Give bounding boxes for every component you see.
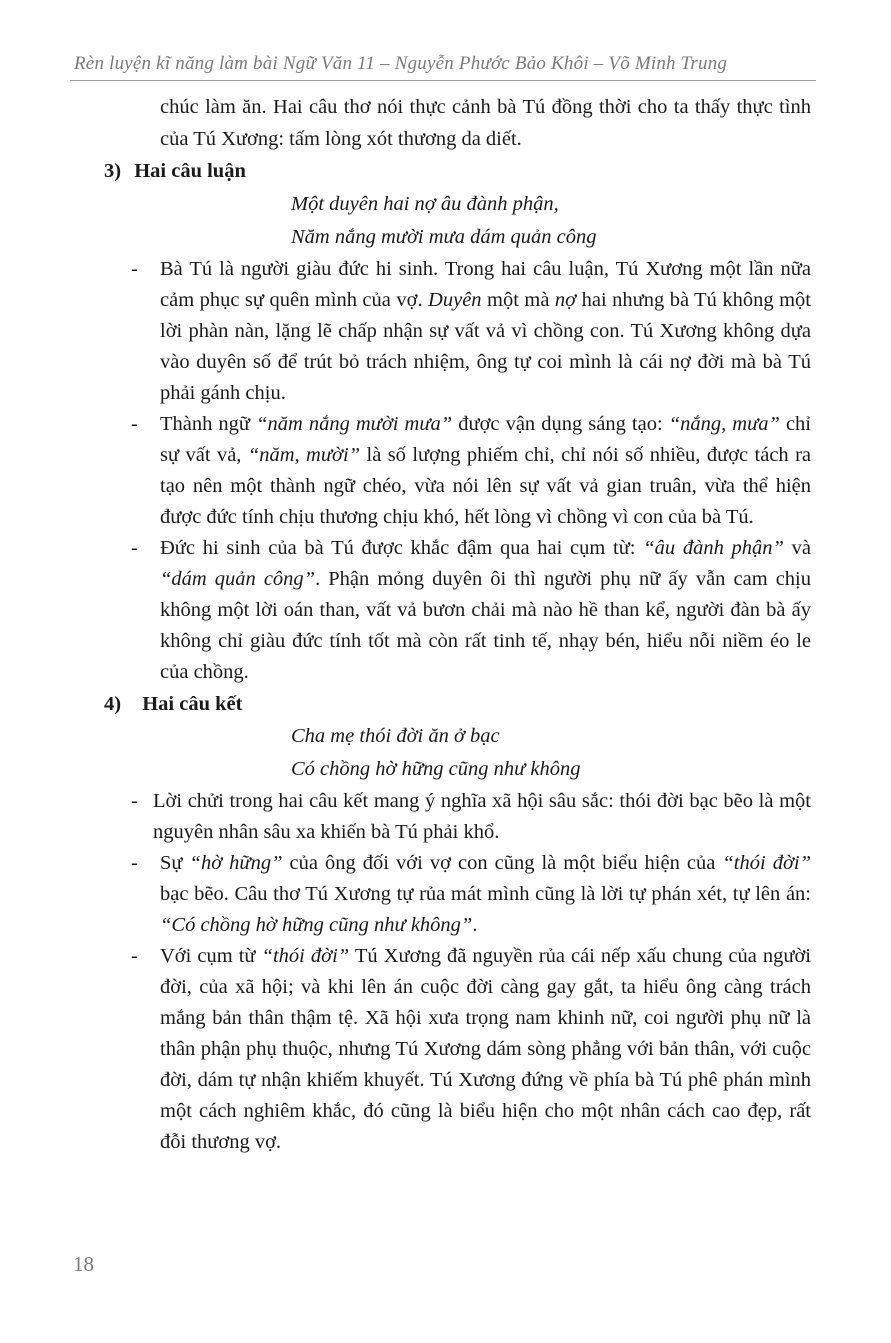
section-title: Hai câu luận bbox=[134, 160, 246, 182]
text-run: được vận dụng sáng tạo: bbox=[452, 412, 669, 435]
emphasis: Duyên bbox=[428, 288, 482, 311]
text-run: một mà bbox=[481, 288, 555, 311]
section-3-heading bbox=[0, 156, 891, 188]
page-body bbox=[0, 92, 891, 1158]
bullet-dash: - bbox=[131, 412, 138, 435]
text-run: Tú Xương đã nguyền rủa cái nếp xấu chung của người đời, của xã hội; và khi lên án cuộc đời càng gay gắt, ta hiểu ông càng trách mắng bản thân thậm tệ. Xã hội xưa trọng nam khinh nữ, coi người phụ nữ là thân phận phụ thuộc, nhưng Tú Xương dám sòng phẳng với bản thân, với cuộc đời, dám tự nhận khiếm khuyết. Tú Xương đứng về phía bà Tú phê phán mình một cách nghiêm khắc, đó cũng là biểu hiện cho một nhân cách cao đẹp, rất đỗi thương vợ. bbox=[160, 945, 811, 1153]
text-run: chỉ sự vất vả, bbox=[160, 412, 811, 466]
text-run: Lời chửi trong hai câu kết mang ý nghĩa xã hội sâu sắc: thói đời bạc bẽo là một nguyên nhân sâu xa khiến bà Tú phải khổ. bbox=[153, 790, 811, 843]
section-3-poem bbox=[0, 188, 891, 254]
poem-line: Có chồng hờ hững cũng như không bbox=[291, 758, 581, 780]
emphasis: “hờ hững” bbox=[189, 852, 283, 874]
text-run: . Phận mỏng duyên ôi thì người phụ nữ ấy vẫn cam chịu không một lời oán than, vất vả bươn chải mà nào hề than kể, người đàn bà ấy không chỉ giàu đức tính tốt mà còn rất tinh tế, nhạy bén, hiểu nỗi niềm éo le của chồng. bbox=[160, 567, 811, 683]
bullet-dash: - bbox=[131, 945, 138, 967]
text-run: Đức hi sinh của bà Tú được khắc đậm qua hai cụm từ: bbox=[160, 536, 644, 559]
emphasis: “âu đành phận” bbox=[643, 536, 784, 559]
bullet-item bbox=[0, 409, 891, 533]
text-run: của ông đối với vợ con cũng là một biểu hiện của bbox=[282, 852, 723, 874]
bullet-item bbox=[0, 786, 891, 848]
text-run: Với cụm từ bbox=[160, 945, 262, 967]
section-title: Hai câu kết bbox=[142, 692, 243, 715]
header-divider bbox=[70, 80, 816, 81]
text-run: Sự bbox=[160, 852, 190, 874]
poem-line: Năm nắng mười mưa dám quản công bbox=[291, 225, 597, 248]
bullet-dash: - bbox=[131, 852, 138, 874]
emphasis: “nắng, mưa” bbox=[668, 412, 780, 435]
emphasis: “Có chồng hờ hững cũng như không” bbox=[160, 914, 473, 936]
section-number: 3) bbox=[104, 160, 122, 182]
bullet-dash: - bbox=[131, 536, 138, 559]
text-run: hai nhưng bà Tú không một lời phàn nàn, lặng lẽ chấp nhận sự vất vả vì chồng con. Tú Xương không dựa vào duyên số để trút bỏ trách nhiệm, ông tự coi mình là cái nợ đời mà bà Tú phải gánh chịu. bbox=[160, 288, 812, 404]
bullet-item bbox=[0, 941, 891, 1158]
intro-paragraph: chúc làm ăn. Hai câu thơ nói thực cảnh bà Tú đồng thời cho ta thấy thực tình của Tú Xương: tấm lòng xót thương da diết. bbox=[160, 96, 811, 150]
bullet-item bbox=[0, 848, 891, 941]
emphasis: “thói đời” bbox=[722, 852, 811, 874]
emphasis: “thói đời” bbox=[261, 945, 350, 967]
emphasis: “năm nắng mười mưa” bbox=[256, 412, 453, 435]
text-run: Thành ngữ bbox=[160, 412, 257, 435]
text-run: và bbox=[783, 536, 811, 559]
emphasis: “năm, mười” bbox=[247, 443, 361, 466]
page-number: 18 bbox=[73, 1252, 94, 1276]
running-header: Rèn luyện kĩ năng làm bài Ngữ Văn 11 – Nguyễn Phước Bảo Khôi – Võ Minh Trung bbox=[74, 53, 728, 74]
text-run: Bà Tú là người giàu đức hi sinh. Trong hai câu luận, Tú Xương một lần nữa cảm phục sự quên mình của vợ. bbox=[160, 257, 811, 311]
emphasis: “dám quản công” bbox=[160, 567, 316, 590]
text-run: bạc bẽo. Câu thơ Tú Xương tự rủa mát mình cũng là lời tự phán xét, tự lên án: bbox=[160, 883, 811, 905]
bullet-dash: - bbox=[131, 257, 138, 280]
section-4-heading bbox=[0, 689, 891, 721]
text-run: . bbox=[472, 914, 478, 936]
emphasis: nợ bbox=[554, 288, 577, 311]
poem-line: Cha mẹ thói đời ăn ở bạc bbox=[291, 725, 500, 747]
bullet-dash: - bbox=[131, 790, 138, 812]
text-run: là số lượng phiếm chỉ, chỉ nói số nhiều, được tách ra tạo nên một thành ngữ chéo, vừa nói lên sự vất vả gian truân, vừa thể hiện được đức tính chịu thương chịu khó, hết lòng vì chồng vì con của bà Tú. bbox=[160, 443, 812, 528]
bullet-item bbox=[0, 254, 891, 409]
section-number: 4) bbox=[104, 692, 122, 715]
bullet-item bbox=[0, 533, 891, 688]
section-4-poem bbox=[0, 720, 891, 786]
poem-line: Một duyên hai nợ âu đành phận, bbox=[291, 192, 559, 215]
